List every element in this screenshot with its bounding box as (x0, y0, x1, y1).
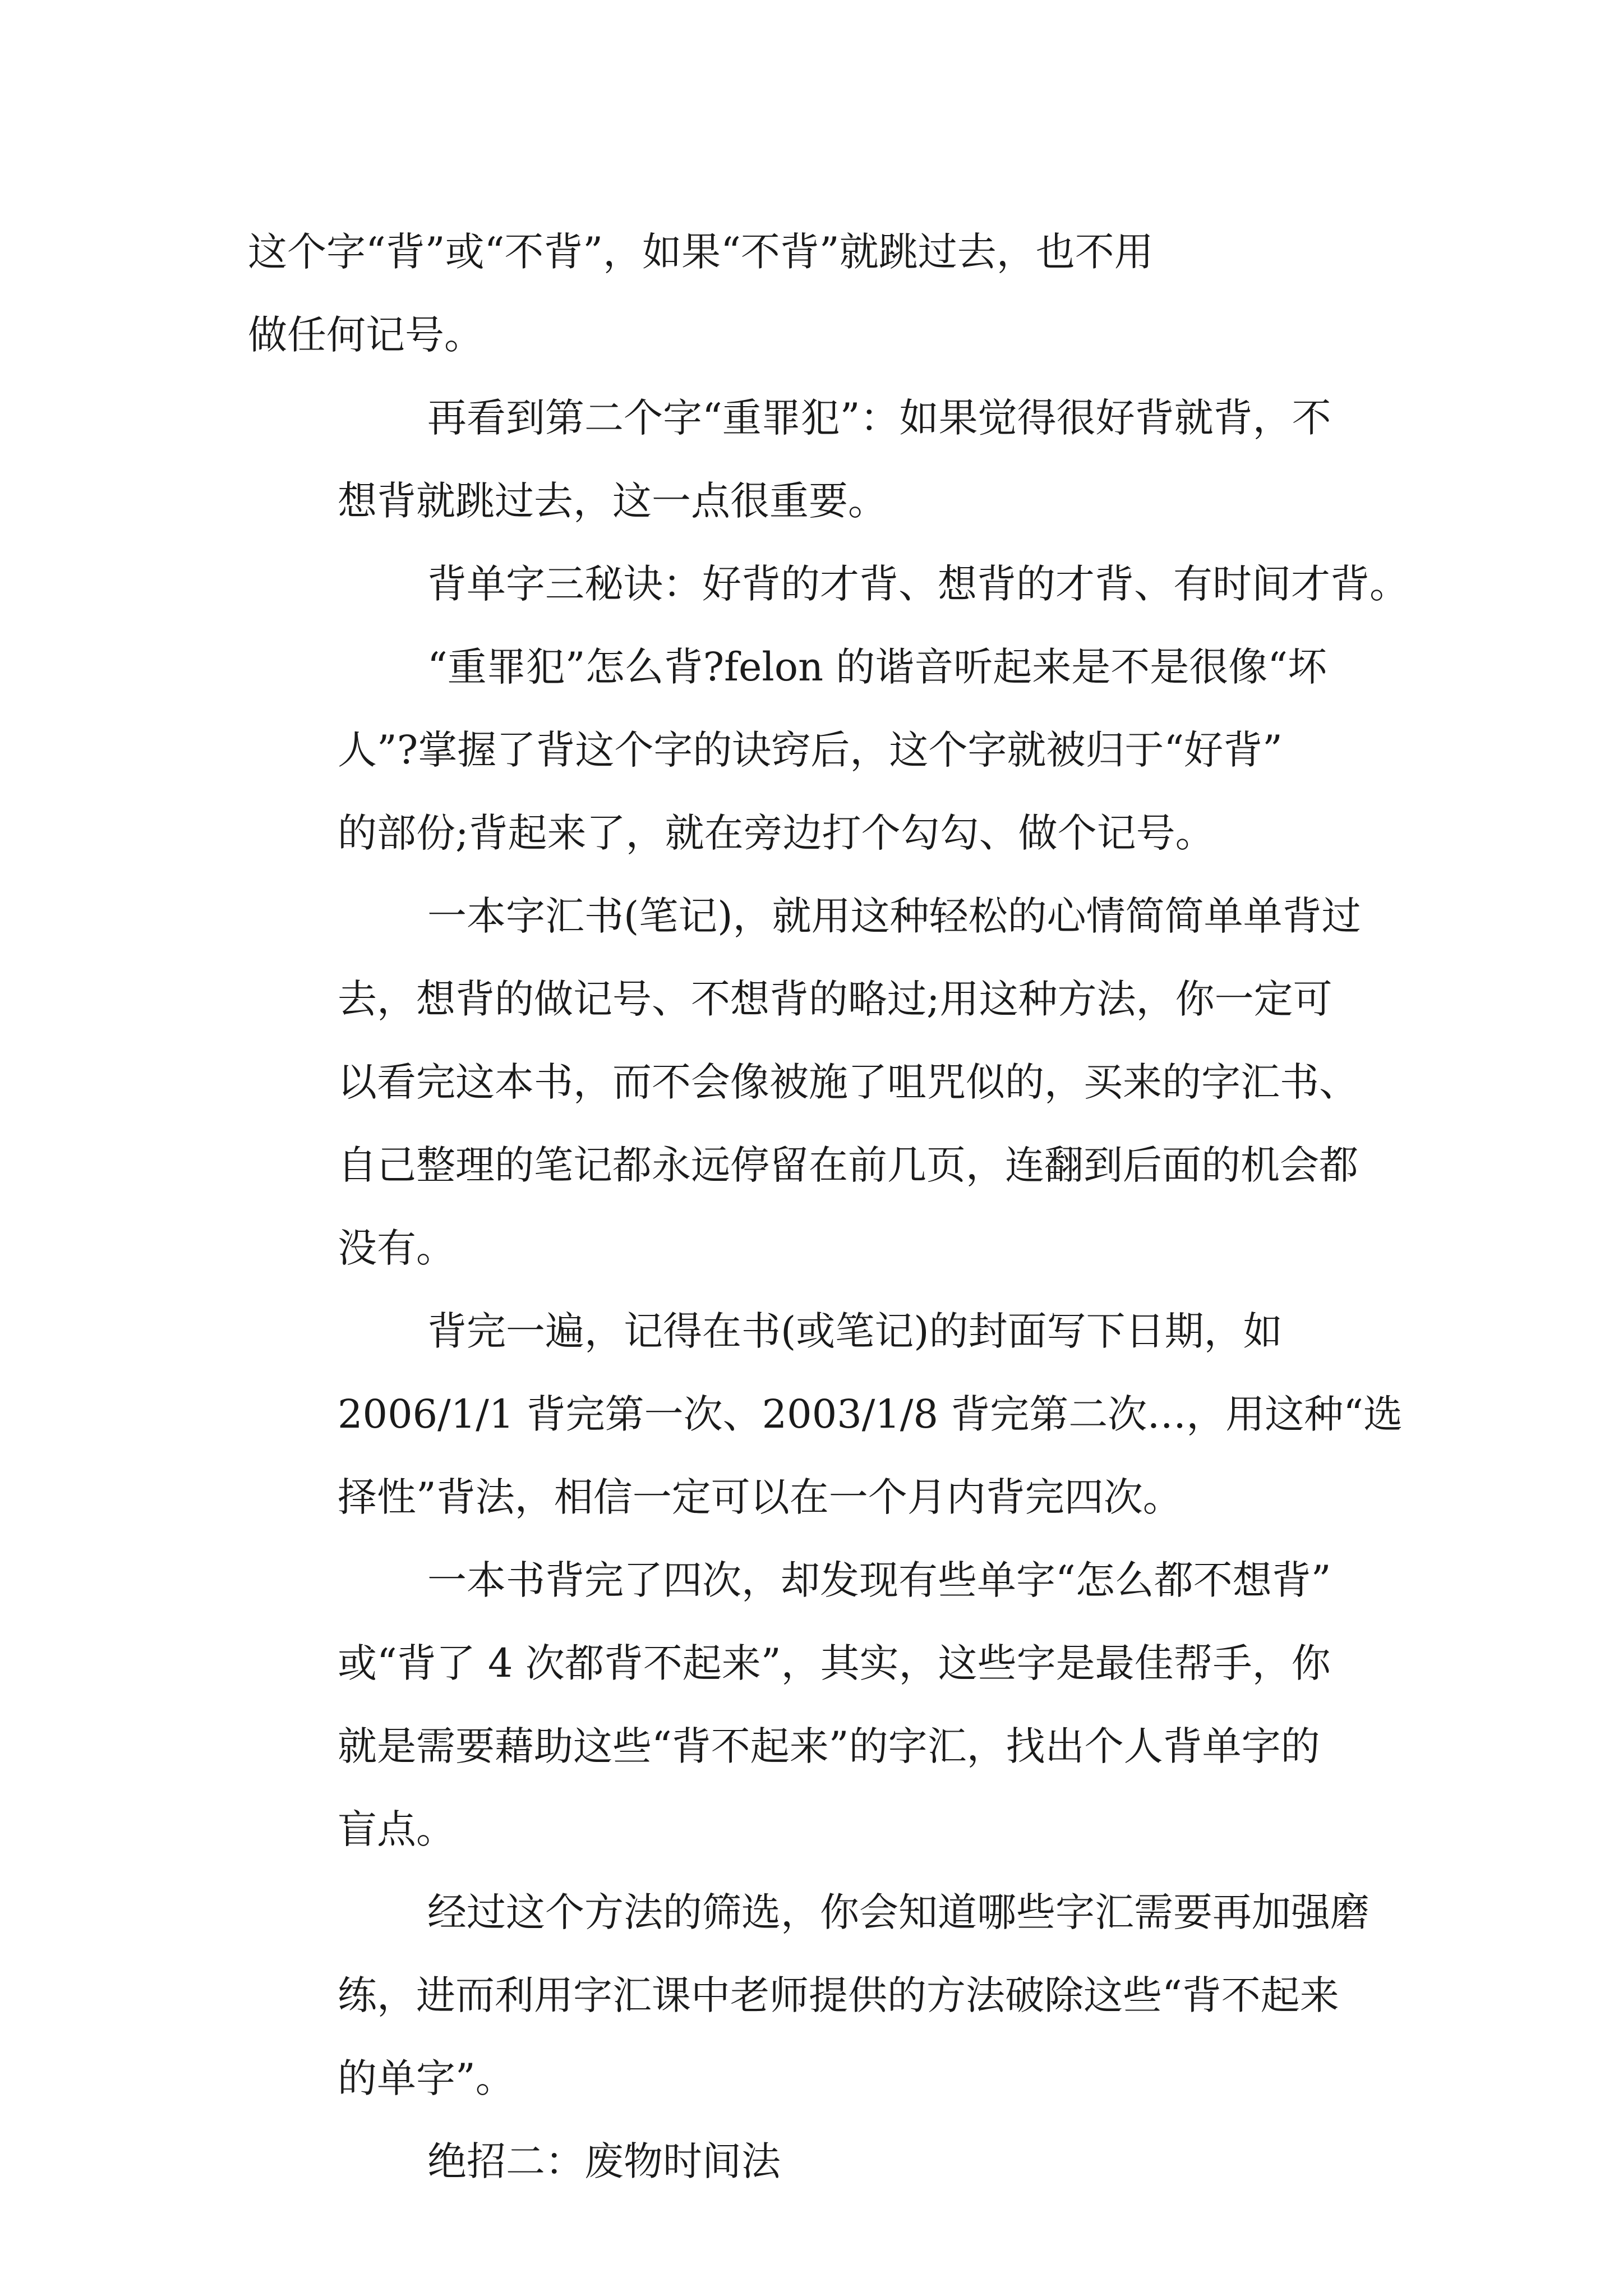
text-line: 以看完这本书，而不会像被施了咀咒似的，买来的字汇书、 (338, 1059, 1358, 1105)
paragraph-4 (248, 625, 1381, 875)
text-line: 去，想背的做记号、不想背的略过;用这种方法，你一定可 (338, 976, 1332, 1022)
text-line: 背完一遍，记得在书(或笔记)的封面写下日期，如 (427, 1308, 1283, 1354)
text-line: 盲点。 (338, 1806, 455, 1852)
text-line: 背单字三秘诀：好背的才背、想背的才背、有时间才背。 (427, 561, 1409, 607)
paragraph-1 (248, 210, 1381, 376)
text-line: 人”?掌握了背这个字的诀窍后，这个字就被归于“好背” (338, 727, 1283, 773)
text-line: 想背就跳过去，这一点很重要。 (338, 478, 887, 524)
text-line: 的部份;背起来了，就在旁边打个勾勾、做个记号。 (338, 810, 1215, 856)
paragraph-8 (248, 1871, 1381, 2120)
text-line: 这个字“背”或“不背”，如果“不背”就跳过去，也不用 (248, 229, 1154, 275)
text-line: 经过这个方法的筛选，你会知道哪些字汇需要再加强磨 (427, 1889, 1370, 1935)
paragraph-9-heading (248, 2120, 1381, 2203)
paragraph-7 (248, 1539, 1381, 1871)
text-line: 做任何记号。 (248, 312, 483, 358)
text-line: 一本字汇书(笔记)，就用这种轻松的心情简简单单背过 (427, 893, 1361, 939)
text-line: 一本书背完了四次，却发现有些单字“怎么都不想背” (427, 1557, 1331, 1603)
text-line: 练，进而利用字汇课中老师提供的方法破除这些“背不起来 (338, 1972, 1339, 2018)
paragraph-6 (248, 1290, 1403, 1539)
paragraph-5 (248, 875, 1381, 1290)
paragraph-3 (248, 542, 1409, 625)
text-line: 再看到第二个字“重罪犯”：如果觉得很好背就背，不 (427, 395, 1331, 441)
text-line: 或“背了 4 次都背不起来”，其实，这些字是最佳帮手，你 (338, 1640, 1331, 1686)
document-body (248, 210, 1409, 2203)
text-line: 的单字”。 (338, 2055, 515, 2101)
text-line: 自己整理的笔记都永远停留在前几页，连翻到后面的机会都 (338, 1142, 1358, 1188)
text-line: 没有。 (338, 1225, 455, 1271)
section-heading: 绝招二：废物时间法 (427, 2138, 781, 2184)
text-line: 择性”背法，相信一定可以在一个月内背完四次。 (338, 1474, 1182, 1520)
text-line: “重罪犯”怎么背?felon 的谐音听起来是不是很像“坏 (427, 644, 1327, 690)
paragraph-2 (248, 376, 1381, 542)
text-line: 2006/1/1 背完第一次、2003/1/8 背完第二次…，用这种“选 (338, 1391, 1403, 1437)
text-line: 就是需要藉助这些“背不起来”的字汇，找出个人背单字的 (338, 1723, 1320, 1769)
